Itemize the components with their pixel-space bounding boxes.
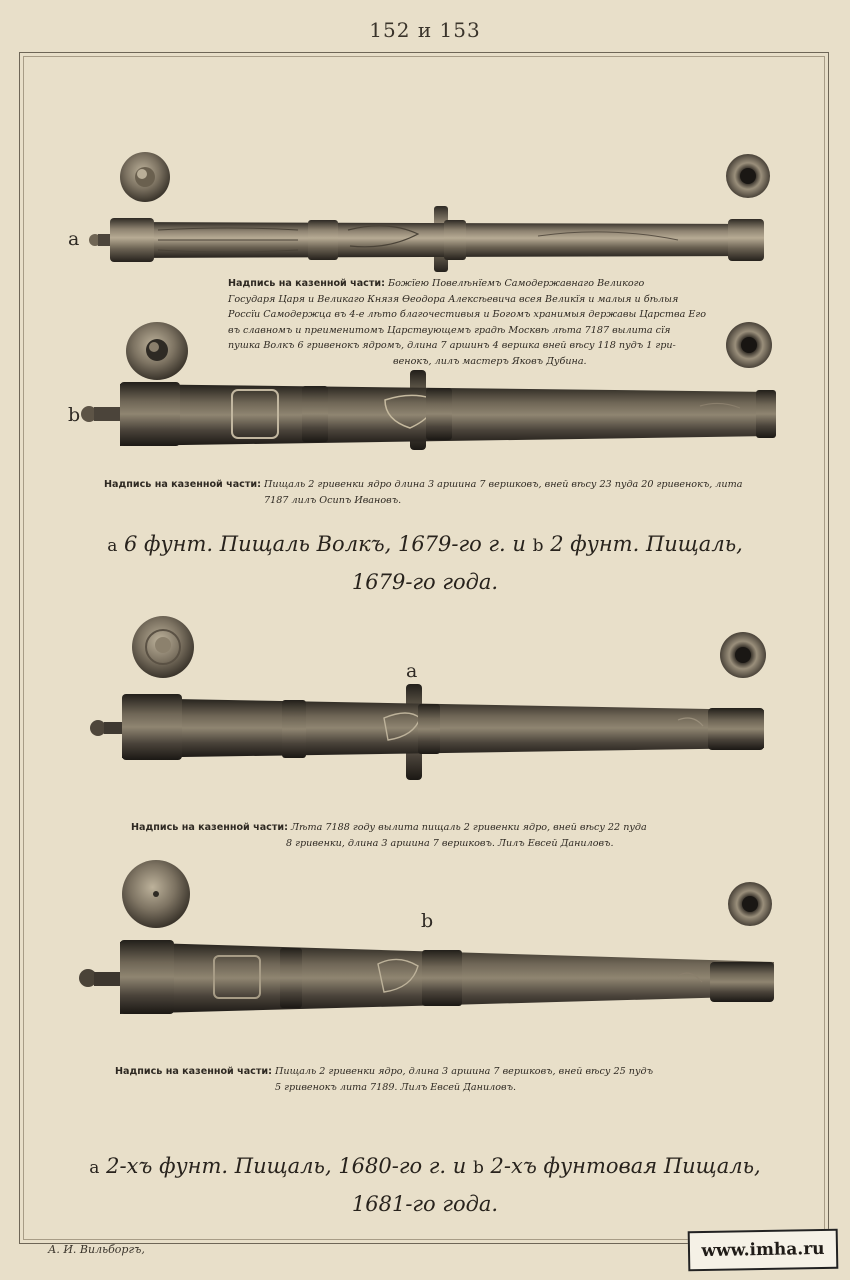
item-letter-a: a xyxy=(68,228,80,250)
caption-letter-b: b xyxy=(532,536,544,556)
caption-year: 1681-го года. xyxy=(351,1192,499,1216)
page-number: 152 и 153 xyxy=(369,18,481,42)
cannon-volk-a xyxy=(88,206,778,272)
caption-letter-a: a xyxy=(107,536,118,556)
muzzle-end-view-b2 xyxy=(726,880,774,928)
inscription-a2 xyxy=(131,820,647,851)
publisher-credit: А. И. Вильборгъ, xyxy=(48,1243,145,1256)
plate2-caption xyxy=(0,1148,850,1222)
inscription-label: Надпись на казенной части: xyxy=(115,1066,272,1077)
inscription-label: Надпись на казенной части: xyxy=(104,479,261,490)
caption-text-a: 6 фунт. Пищаль Волкъ, 1679-го г. и xyxy=(124,532,526,556)
inscription-line: Божїею Повелѣнїемъ Самодержавнаго Великого xyxy=(388,278,645,289)
cascabel-end-view-b2 xyxy=(120,858,192,930)
caption-text-b: 2-хъ фунтовая Пищаль, xyxy=(490,1154,761,1178)
inscription-a1 xyxy=(228,276,706,369)
inscription-b2 xyxy=(115,1064,653,1095)
cascabel-end-view-a2 xyxy=(130,614,196,680)
inscription-line: въ славномъ и преименитомъ Царствующемъ градѣ Москвѣ лѣта 7187 вылита сїя xyxy=(228,324,671,336)
inscription-line: Россїи Самодержца въ 4-е лѣто благочестивыя и Богомъ хранимыя державы Царства Его xyxy=(228,309,706,320)
inscription-line: Пищаль 2 гривенки ядро длина 3 аршина 7 вершковъ, вней вѣсу 23 пуда 20 гривенокъ, лита xyxy=(264,479,743,490)
item-letter-b: b xyxy=(421,910,434,932)
inscription-label: Надпись на казенной части: xyxy=(228,278,385,289)
item-letter-a: a xyxy=(406,660,418,682)
cascabel-end-view-a1 xyxy=(118,150,172,204)
inscription-line: 5 гривенокъ лита 7189. Лилъ Евсей Даниловъ. xyxy=(275,1081,517,1093)
plate1-caption xyxy=(0,526,850,600)
inscription-line: венокъ, лилъ мастеръ Яковъ Дубина. xyxy=(393,355,587,367)
caption-text-b: 2 фунт. Пищаль, xyxy=(550,532,743,556)
inscription-b1 xyxy=(104,477,742,508)
caption-letter-b: b xyxy=(472,1158,484,1178)
cannon-pishchal-b1 xyxy=(80,370,776,450)
watermark: www.imha.ru xyxy=(688,1229,839,1272)
caption-text-a: 2-хъ фунт. Пищаль, 1680-го г. и xyxy=(106,1154,467,1178)
cannon-pishchal-a2 xyxy=(88,684,770,780)
item-letter-b: b xyxy=(68,404,81,426)
inscription-line: 8 гривенки, длина 3 аршина 7 вершковъ. Лилъ Евсей Даниловъ. xyxy=(286,837,614,849)
inscription-line: пушка Волкъ 6 гривенокъ ядромъ, длина 7 аршинъ 4 вершка вней вѣсу 118 пудъ 1 гри- xyxy=(228,340,676,351)
inscription-line: Лѣта 7188 году вылита пищаль 2 гривенки ядро, вней вѣсу 22 пуда xyxy=(291,822,647,833)
muzzle-end-view-a1 xyxy=(724,152,772,200)
inscription-label: Надпись на казенной части: xyxy=(131,822,288,833)
muzzle-end-view-b1 xyxy=(724,320,774,370)
inscription-line: Государя Царя и Великаго Князя Өеодора Алексѣевича всея Великїя и малыя и бѣлыя xyxy=(228,293,679,305)
inscription-line: 7187 лилъ Осипъ Ивановъ. xyxy=(264,494,402,506)
caption-year: 1679-го года. xyxy=(351,570,499,594)
cannon-pishchal-b2 xyxy=(78,938,776,1018)
caption-letter-a: a xyxy=(89,1158,100,1178)
muzzle-end-view-a2 xyxy=(718,630,768,680)
inscription-line: Пищаль 2 гривенки ядро, длина 3 аршина 7 вершковъ, вней вѣсу 25 пудъ xyxy=(275,1066,653,1077)
